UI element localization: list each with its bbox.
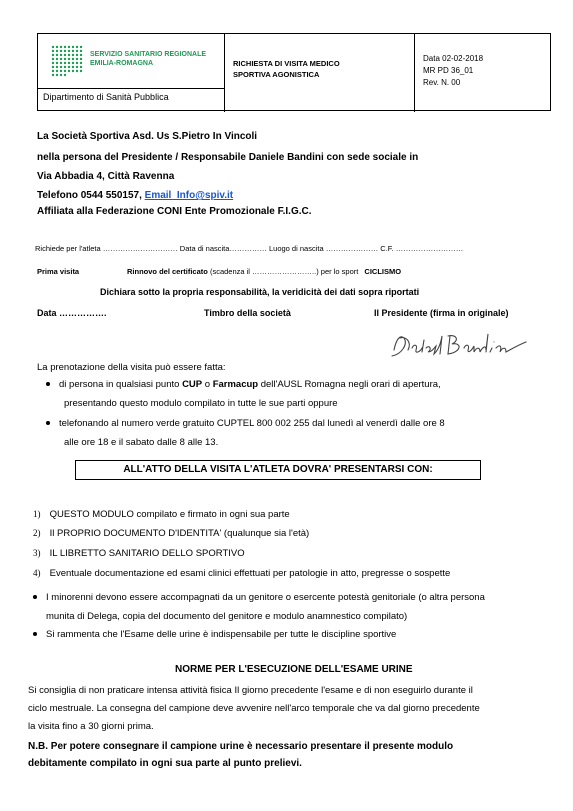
declaration-text: Dichiara sotto la propria responsabilità, la veridicità dei dati sopra riportati	[100, 287, 420, 297]
header-meta-cell	[415, 34, 550, 112]
first-visit-option[interactable]: Prima visita	[37, 267, 80, 276]
requirement-item	[33, 545, 245, 562]
document-meta	[423, 53, 483, 89]
logo-line2: EMILIA-ROMAGNA	[90, 60, 153, 67]
stamp-label: Timbro della società	[204, 308, 291, 318]
urine-norms-p3: la visita fino a 30 giorni prima.	[28, 721, 154, 732]
society-name: La Società Sportiva Asd. Us S.Pietro In Vincoli	[37, 131, 258, 142]
bullet-icon	[33, 632, 37, 636]
booking-item-1-cont: presentando questo modulo compilato in tutte le sue parti oppure	[64, 398, 338, 409]
requirement-number: 3)	[33, 548, 41, 558]
nb-line2: debitamente compilato in ogni sua parte al punto prelievi.	[28, 758, 302, 769]
bullet-icon	[46, 382, 50, 386]
logo-line1: SERVIZIO SANITARIO REGIONALE	[90, 51, 207, 58]
booking-item-2-text: telefonando al numero verde gratuito CUPTEL 800 002 255 dal lunedì al venerdì dalle ore 8	[59, 418, 445, 429]
logo-area	[38, 34, 224, 89]
booking-item-1-text: di persona in qualsiasi punto	[59, 379, 183, 390]
request-title-line2: SPORTIVA AGONISTICA	[233, 70, 320, 79]
ssr-logo-icon	[51, 45, 87, 77]
note-urine-text: Si rammenta che l'Esame delle urine è indispensabile per tutte le discipline sportive	[46, 629, 397, 640]
president-signature-label: Il Presidente (firma in originale)	[374, 308, 509, 318]
booking-item-1-or: o	[202, 379, 213, 390]
renewal-option[interactable]	[127, 267, 401, 276]
logo-text	[90, 50, 206, 68]
bullet-icon	[33, 595, 37, 599]
note-minors	[33, 590, 485, 606]
booking-intro: La prenotazione della visita può essere fatta:	[37, 362, 226, 373]
requirements-box-title: ALL'ATTO DELLA VISITA L'ATLETA DOVRA' PRESENTARSI CON:	[75, 460, 481, 480]
request-title	[233, 58, 340, 80]
renewal-deadline: (scadenza il ……………………..) per lo sport	[209, 267, 359, 276]
athlete-info-line[interactable]: Richiede per l'atleta ………………………… Data di nascita…………… Luogo di nascita ………………… C.F. ………………………	[35, 244, 464, 253]
note-urine	[33, 627, 396, 643]
urine-norms-p2: ciclo mestruale. La consegna del campione deve avvenire nell'arco temporale che va dal giorno precedente	[28, 703, 480, 714]
booking-item-1	[46, 377, 546, 393]
society-address: Via Abbadia 4, Città Ravenna	[37, 171, 175, 182]
booking-item-2-cont: alle ore 18 e il sabato dalle 8 alle 13.	[64, 437, 219, 448]
urine-norms-p1: Si consiglia di non praticare intensa attività fisica Il giorno precedente l'esame e di non eseguirlo durante il	[28, 685, 473, 696]
cup-label: CUP	[182, 379, 203, 390]
society-email-link[interactable]: Email_Info@spiv.it	[144, 190, 234, 201]
sport-name: CICLISMO	[364, 267, 402, 276]
booking-item-1-rest: dell'AUSL Romagna negli orari di apertura,	[258, 379, 441, 390]
header-request-cell	[225, 34, 415, 112]
society-contacts	[37, 190, 233, 201]
bullet-icon	[46, 421, 50, 425]
department-label: Dipartimento di Sanità Pubblica	[43, 92, 169, 102]
date-field[interactable]: Data …………….	[37, 308, 107, 318]
requirement-text: Eventuale documentazione ed esami clinici effettuati per patologie in atto, pregresse o sospette	[49, 568, 451, 579]
president-signature	[386, 328, 536, 362]
note-minors-text: I minorenni devono essere accompagnati da un genitore o esercente potestà genitoriale (o altra persona	[46, 592, 485, 603]
document-date: Data 02-02-2018	[423, 54, 484, 63]
request-title-line1: RICHIESTA DI VISITA MEDICO	[233, 59, 340, 68]
society-phone: Telefono 0544 550157,	[37, 190, 145, 201]
header-logo-cell	[38, 34, 225, 112]
requirement-text: IL LIBRETTO SANITARIO DELLO SPORTIVO	[49, 548, 245, 559]
renewal-label: Rinnovo del certificato	[127, 267, 208, 276]
booking-item-2	[46, 416, 445, 432]
society-affiliation: Affiliata alla Federazione CONI Ente Promozionale F.I.G.C.	[37, 206, 312, 217]
requirement-item	[33, 506, 290, 523]
requirement-text: QUESTO MODULO compilato e firmato in ogni sua parte	[49, 509, 290, 520]
document-revision: Rev. N. 00	[423, 78, 461, 87]
requirement-item	[33, 525, 309, 542]
requirement-text: Il PROPRIO DOCUMENTO D'IDENTITA' (qualunque sia l'età)	[49, 528, 310, 539]
requirement-number: 2)	[33, 528, 41, 538]
requirement-item	[33, 565, 450, 582]
header-table	[37, 33, 551, 111]
nb-line1: N.B. Per potere consegnare il campione urine è necessario presentare il presente modulo	[28, 741, 454, 752]
requirement-number: 4)	[33, 568, 41, 578]
society-president: nella persona del Presidente / Responsabile Daniele Bandini con sede sociale in	[37, 152, 419, 163]
document-code: MR PD 36_01	[423, 66, 474, 75]
farmacup-label: Farmacup	[212, 379, 259, 390]
requirement-number: 1)	[33, 509, 41, 519]
note-minors-cont: munita di Delega, copia del documento del genitore e modulo anamnestico compilato)	[46, 611, 408, 622]
urine-norms-title: NORME PER L'ESECUZIONE DELL'ESAME URINE	[175, 664, 413, 675]
